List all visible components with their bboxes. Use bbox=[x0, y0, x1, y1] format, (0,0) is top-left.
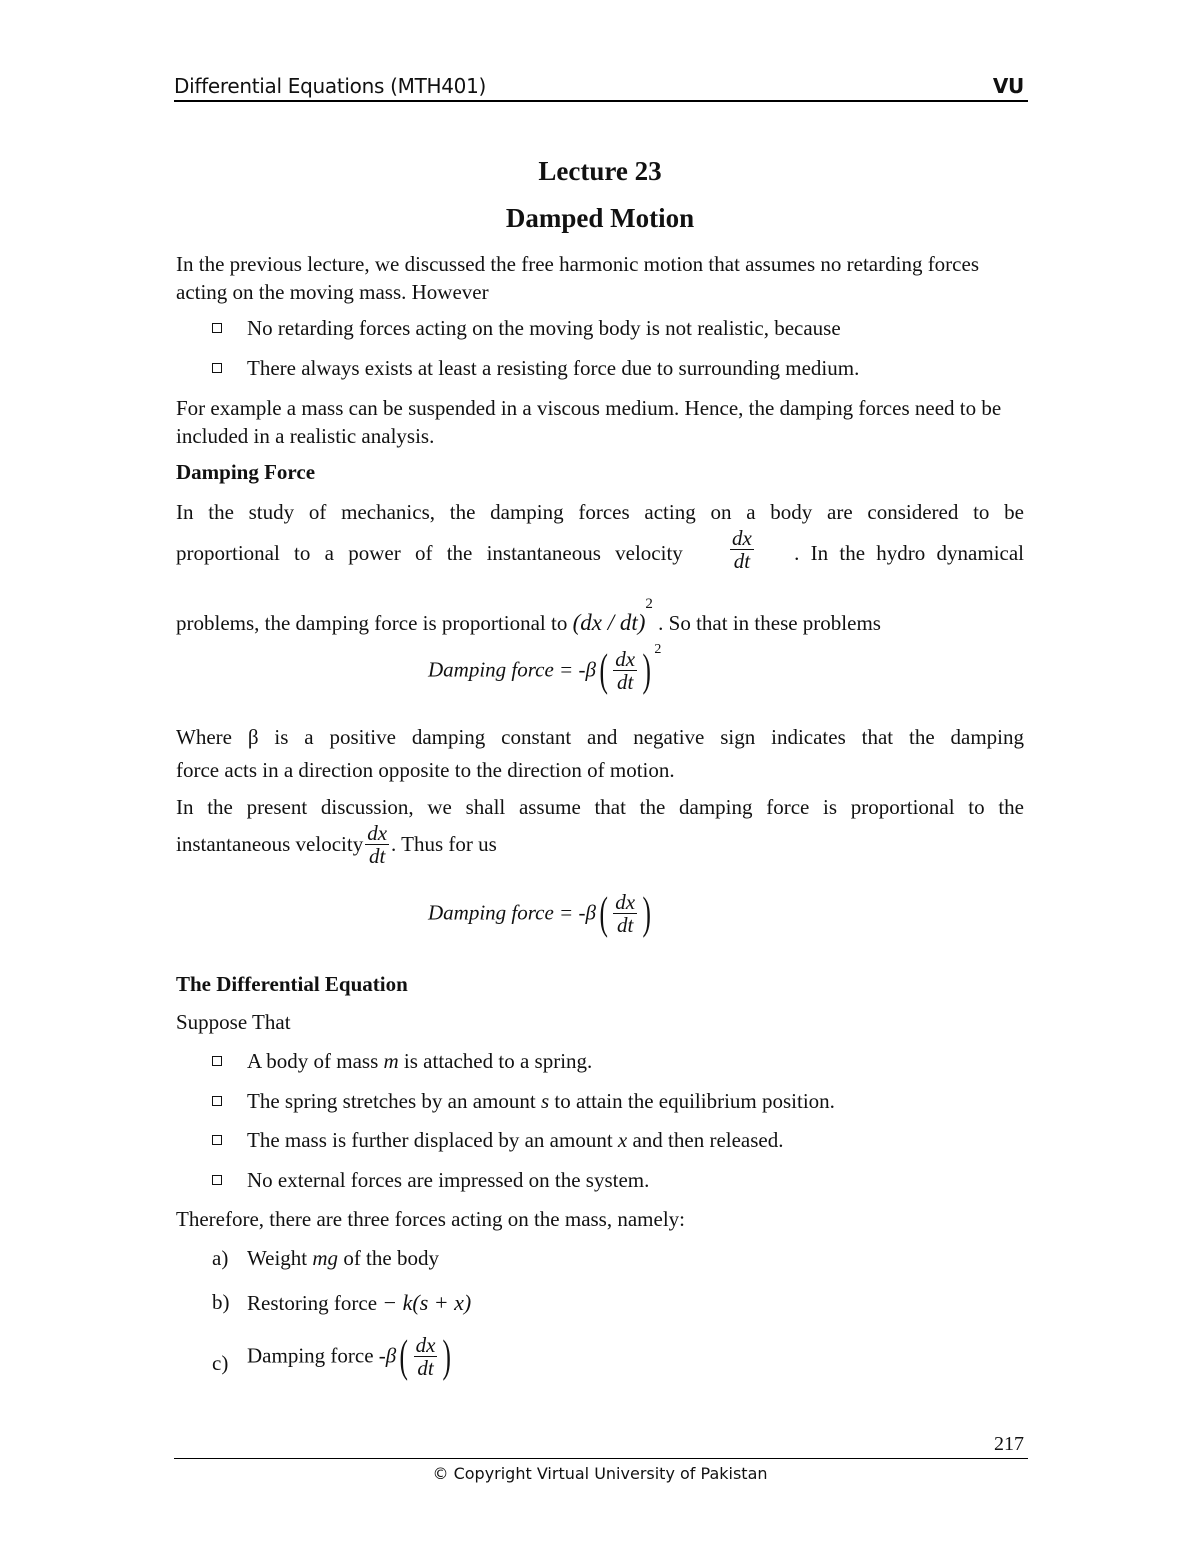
weight-expression: mg bbox=[312, 1246, 339, 1270]
square-bullet-icon bbox=[212, 363, 222, 373]
bullet-text-post: to attain the equilibrium position. bbox=[549, 1089, 835, 1113]
example-paragraph: For example a mass can be suspended in a viscous medium. Hence, the damping forces need to be included in a realistic analysis. bbox=[176, 396, 1002, 448]
bullet-text-post: and then released. bbox=[627, 1128, 784, 1152]
velocity-fraction bbox=[730, 527, 754, 572]
bullet-text-pre: A body of mass bbox=[247, 1049, 384, 1073]
lecture-number: Lecture 23 bbox=[538, 156, 662, 186]
problems-text: . So that in these problems bbox=[658, 611, 881, 635]
item-text-pre: Restoring force bbox=[247, 1291, 383, 1315]
item-text-pre: Damping force bbox=[247, 1343, 379, 1368]
damping-equation-squared bbox=[428, 642, 662, 696]
fraction-denominator: dt bbox=[417, 1355, 434, 1380]
fraction-denominator: dt bbox=[733, 549, 751, 573]
fraction-numerator: dx bbox=[615, 646, 636, 671]
present-line-1: In the present discussion, we shall assume that the damping force is proportional to the bbox=[176, 795, 1024, 819]
equation-fraction bbox=[613, 648, 637, 693]
damping-fraction bbox=[414, 1334, 438, 1379]
equation-fraction bbox=[613, 891, 637, 936]
item-letter-a: a) bbox=[212, 1246, 229, 1270]
assumption-bullet-2 bbox=[247, 1089, 835, 1114]
left-paren-icon: ( bbox=[599, 644, 608, 696]
fraction-denominator: dt bbox=[616, 912, 634, 937]
square-bullet-icon bbox=[212, 1096, 222, 1106]
force-item-weight bbox=[247, 1246, 439, 1271]
fraction-numerator: dx bbox=[615, 889, 636, 914]
lecture-topic: Damped Motion bbox=[505, 203, 695, 233]
damping-force-heading: Damping Force bbox=[176, 460, 316, 484]
suppose-text: Suppose That bbox=[176, 1010, 291, 1034]
item-text-post: of the body bbox=[338, 1246, 439, 1270]
assumption-bullet-3 bbox=[247, 1128, 784, 1153]
velocity-text: proportional to a power of the instantaneous velocity bbox=[176, 541, 683, 565]
course-title: Differential Equations (MTH401) bbox=[174, 74, 487, 98]
assumption-bullet-4: No external forces are impressed on the system. bbox=[247, 1168, 650, 1192]
footer-divider bbox=[174, 1458, 1028, 1459]
where-line-1: Where β is a positive damping constant and negative sign indicates that the damping bbox=[176, 725, 1024, 749]
page-header bbox=[174, 72, 1028, 102]
left-paren-icon: ( bbox=[399, 1330, 409, 1381]
damping-equation-linear bbox=[428, 887, 654, 938]
bullet-text-post: is attached to a spring. bbox=[398, 1049, 593, 1073]
bullet-text-pre: The mass is further displaced by an amount bbox=[247, 1128, 618, 1152]
hydro-text: . In the hydro dynamical bbox=[794, 541, 1024, 565]
where-line-2: force acts in a direction opposite to the direction of motion. bbox=[176, 758, 675, 782]
force-item-restoring bbox=[247, 1290, 471, 1316]
velocity-fraction-2 bbox=[365, 822, 389, 867]
proportional-text: problems, the damping force is proportional to bbox=[176, 611, 568, 635]
right-paren-icon: ) bbox=[642, 887, 651, 938]
squared-exponent: 2 bbox=[645, 596, 653, 612]
differential-equation-heading: The Differential Equation bbox=[176, 972, 408, 996]
equation-exponent: 2 bbox=[654, 642, 662, 657]
therefore-text: Therefore, there are three forces acting on the mass, namely: bbox=[176, 1207, 686, 1231]
copyright-notice: © Copyright Virtual University of Pakistan bbox=[432, 1464, 768, 1483]
restoring-expression: − k(s + x) bbox=[382, 1290, 472, 1315]
present-line-2 bbox=[176, 822, 497, 867]
square-bullet-icon bbox=[212, 1056, 222, 1066]
equation-label: Damping force = -β bbox=[428, 900, 596, 925]
square-bullet-icon bbox=[212, 323, 222, 333]
instantaneous-text: instantaneous velocity bbox=[176, 832, 364, 856]
fraction-numerator: dx bbox=[415, 1332, 436, 1357]
mechanics-line-1: In the study of mechanics, the damping forces acting on a body are considered to be bbox=[176, 500, 1024, 524]
fraction-numerator: dx bbox=[367, 821, 388, 845]
intro-bullet-2: There always exists at least a resisting force due to surrounding medium. bbox=[247, 356, 860, 380]
beta-symbol: -β bbox=[378, 1343, 397, 1368]
mass-variable: m bbox=[383, 1049, 399, 1073]
force-item-damping bbox=[247, 1330, 455, 1381]
item-text-pre: Weight bbox=[247, 1246, 313, 1270]
fraction-denominator: dt bbox=[368, 844, 386, 868]
equation-label: Damping force = -β bbox=[428, 657, 596, 682]
institution-label: VU bbox=[992, 74, 1024, 98]
right-paren-icon: ) bbox=[442, 1330, 452, 1381]
page-number: 217 bbox=[994, 1433, 1024, 1455]
thus-text: . Thus for us bbox=[391, 832, 497, 856]
fraction-numerator: dx bbox=[732, 526, 752, 550]
right-paren-icon: ) bbox=[642, 644, 651, 696]
item-letter-b: b) bbox=[212, 1290, 230, 1314]
stretch-variable: s bbox=[540, 1089, 550, 1113]
intro-paragraph: In the previous lecture, we discussed the free harmonic motion that assumes no retarding forces acting on the moving mass. However bbox=[176, 252, 979, 304]
square-bullet-icon bbox=[212, 1175, 222, 1185]
square-bullet-icon bbox=[212, 1135, 222, 1145]
displacement-variable: x bbox=[617, 1128, 628, 1152]
item-letter-c: c) bbox=[212, 1351, 229, 1375]
left-paren-icon: ( bbox=[599, 887, 608, 938]
intro-bullet-1: No retarding forces acting on the moving body is not realistic, because bbox=[247, 316, 841, 340]
dxdt-expression: (dx / dt) bbox=[572, 610, 646, 635]
assumption-bullet-1 bbox=[247, 1049, 592, 1074]
mechanics-line-3 bbox=[176, 596, 881, 636]
fraction-denominator: dt bbox=[616, 669, 634, 694]
bullet-text-pre: The spring stretches by an amount bbox=[247, 1089, 541, 1113]
